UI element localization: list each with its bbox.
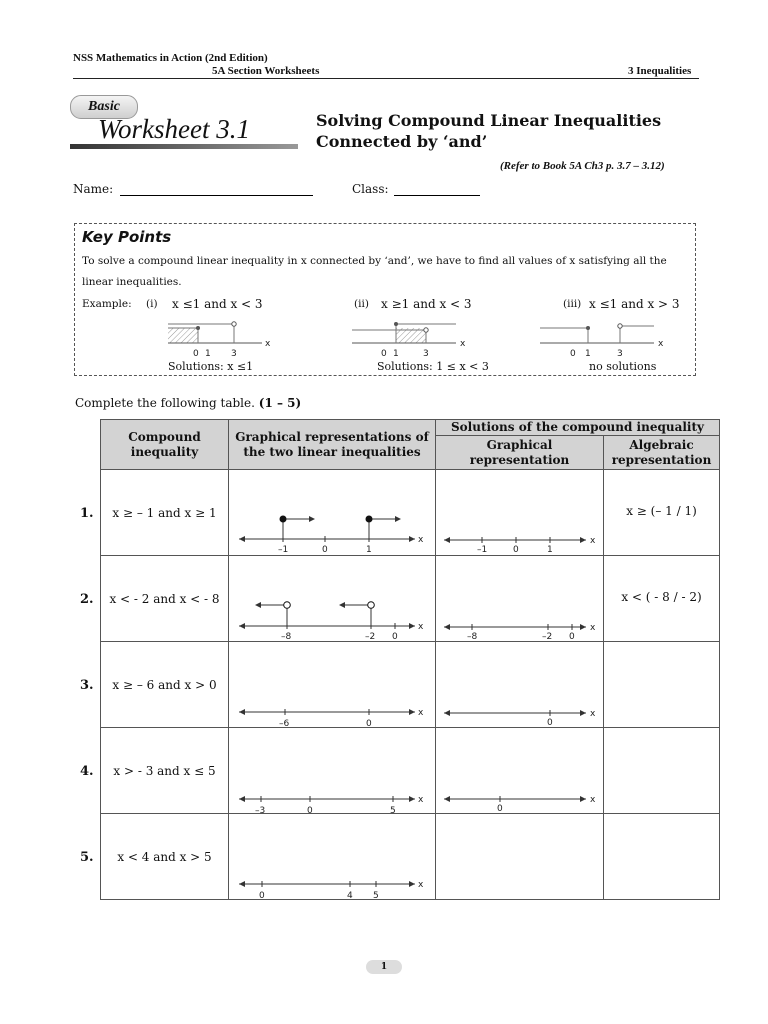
name-label: Name: — [73, 182, 114, 196]
tick-label: 0 — [322, 545, 328, 555]
row-number: 1. — [80, 506, 94, 521]
header-rule — [73, 78, 699, 79]
tick-label: –1 — [278, 545, 289, 555]
book-title: NSS Mathematics in Action (2nd Edition) — [73, 52, 268, 64]
svg-text:3: 3 — [423, 349, 429, 359]
svg-text:x: x — [418, 795, 424, 805]
title-line-2: Connected by ‘and’ — [316, 132, 488, 151]
svg-text:x: x — [590, 709, 596, 719]
example-solution: Solutions: x ≤1 — [168, 360, 254, 373]
number-line-given — [235, 505, 430, 555]
svg-text:1: 1 — [205, 349, 211, 359]
svg-text:0: 0 — [259, 891, 265, 901]
svg-text:5: 5 — [373, 891, 379, 901]
svg-text:x: x — [418, 535, 424, 545]
svg-text:x: x — [460, 339, 466, 349]
svg-text:x: x — [590, 795, 596, 805]
number-line-solution[interactable] — [440, 703, 600, 727]
reference: (Refer to Book 5A Ch3 p. 3.7 – 3.12) — [500, 160, 665, 172]
svg-text:x: x — [265, 339, 271, 349]
example-number-line — [352, 316, 472, 360]
svg-text:1: 1 — [585, 349, 591, 359]
svg-text:–2: –2 — [365, 632, 376, 642]
level-badge: Basic — [70, 95, 138, 119]
row-graph-solution[interactable] — [436, 814, 604, 900]
svg-text:1: 1 — [547, 545, 553, 554]
header-solutions: Solutions of the compound inequality — [436, 420, 720, 436]
svg-text:0: 0 — [569, 632, 575, 641]
number-line-given — [235, 592, 430, 642]
title-underline — [70, 144, 298, 149]
class-field[interactable] — [394, 195, 480, 196]
number-line-given — [235, 787, 430, 817]
header-compound: Compound inequality — [101, 420, 229, 470]
svg-text:–6: –6 — [279, 719, 290, 729]
row-algebraic-answer[interactable] — [604, 814, 720, 900]
number-line-solution[interactable] — [440, 530, 600, 554]
row-algebraic-answer[interactable]: x < ( - 8 / - 2) — [604, 556, 720, 642]
svg-text:x: x — [418, 880, 424, 890]
svg-text:3: 3 — [617, 349, 623, 359]
svg-text:1: 1 — [393, 349, 399, 359]
svg-text:3: 3 — [231, 349, 237, 359]
section-title: 5A Section Worksheets — [212, 65, 320, 77]
example-tag: (iii) — [563, 298, 582, 310]
example-expr: x ≥1 and x < 3 — [381, 297, 472, 311]
svg-text:0: 0 — [193, 349, 199, 359]
page-number: 1 — [366, 960, 402, 974]
key-points-text-2: linear inequalities. — [82, 276, 182, 288]
svg-text:0: 0 — [497, 804, 503, 813]
inequality-table — [100, 419, 720, 900]
row-algebraic-answer[interactable]: x ≥ (– 1 / 1) — [604, 470, 720, 556]
svg-text:0: 0 — [381, 349, 387, 359]
number-line-given — [235, 700, 430, 730]
row-number: 3. — [80, 678, 94, 693]
row-number: 4. — [80, 764, 94, 779]
svg-text:4: 4 — [347, 891, 353, 901]
svg-text:x: x — [658, 339, 664, 349]
svg-text:x: x — [590, 623, 596, 633]
example-number-line — [540, 316, 670, 360]
svg-text:0: 0 — [307, 806, 313, 816]
row-inequality: x < - 2 and x < - 8 — [101, 556, 229, 642]
row-inequality: x ≥ – 1 and x ≥ 1 — [101, 470, 229, 556]
row-algebraic-answer[interactable] — [604, 642, 720, 728]
key-points-heading: Key Points — [82, 228, 172, 246]
number-line-given — [235, 872, 430, 902]
worksheet-title — [316, 110, 661, 152]
instruction-text: Complete the following table. — [75, 396, 255, 410]
row-number: 5. — [80, 850, 94, 865]
svg-text:0: 0 — [513, 545, 519, 554]
svg-text:–2: –2 — [542, 632, 553, 641]
number-line-solution[interactable] — [440, 789, 600, 813]
svg-text:5: 5 — [390, 806, 396, 816]
example-solution: Solutions: 1 ≤ x < 3 — [377, 360, 489, 373]
svg-text:x: x — [590, 536, 596, 546]
example-label: Example: — [82, 298, 132, 310]
svg-text:–1: –1 — [477, 545, 488, 554]
header-graphical-two: Graphical representations of the two linear inequalities — [229, 420, 436, 470]
example-expr: x ≤1 and x < 3 — [172, 297, 263, 311]
worksheet-number: Worksheet 3.1 — [98, 114, 250, 144]
example-number-line — [168, 316, 278, 360]
row-inequality: x > - 3 and x ≤ 5 — [101, 728, 229, 814]
name-field[interactable] — [120, 195, 313, 196]
instruction — [75, 396, 301, 410]
svg-text:0: 0 — [570, 349, 576, 359]
row-inequality: x < 4 and x > 5 — [101, 814, 229, 900]
row-number: 2. — [80, 592, 94, 607]
svg-text:0: 0 — [547, 718, 553, 727]
example-expr: x ≤1 and x > 3 — [589, 297, 680, 311]
svg-text:–8: –8 — [467, 632, 478, 641]
example-tag: (i) — [146, 298, 158, 310]
key-points-text-1: To solve a compound linear inequality in x connected by ‘and’, we have to find all values of x satisfying all the — [82, 255, 667, 267]
header-algebraic: Algebraic representation — [604, 436, 720, 470]
title-line-1: Solving Compound Linear Inequalities — [316, 111, 662, 130]
svg-text:0: 0 — [366, 719, 372, 729]
chapter-title: 3 Inequalities — [628, 65, 692, 77]
row-inequality: x ≥ – 6 and x > 0 — [101, 642, 229, 728]
svg-text:x: x — [418, 708, 424, 718]
row-algebraic-answer[interactable] — [604, 728, 720, 814]
svg-text:–3: –3 — [255, 806, 266, 816]
example-tag: (ii) — [354, 298, 369, 310]
class-label: Class: — [352, 182, 389, 196]
svg-text:0: 0 — [392, 632, 398, 642]
header-graphical: Graphical representation — [436, 436, 604, 470]
svg-text:x: x — [418, 622, 424, 632]
instruction-range: (1 – 5) — [258, 396, 302, 410]
number-line-solution[interactable] — [440, 617, 600, 641]
svg-text:–8: –8 — [281, 632, 292, 642]
example-solution: no solutions — [589, 360, 657, 373]
tick-label: 1 — [366, 545, 372, 555]
